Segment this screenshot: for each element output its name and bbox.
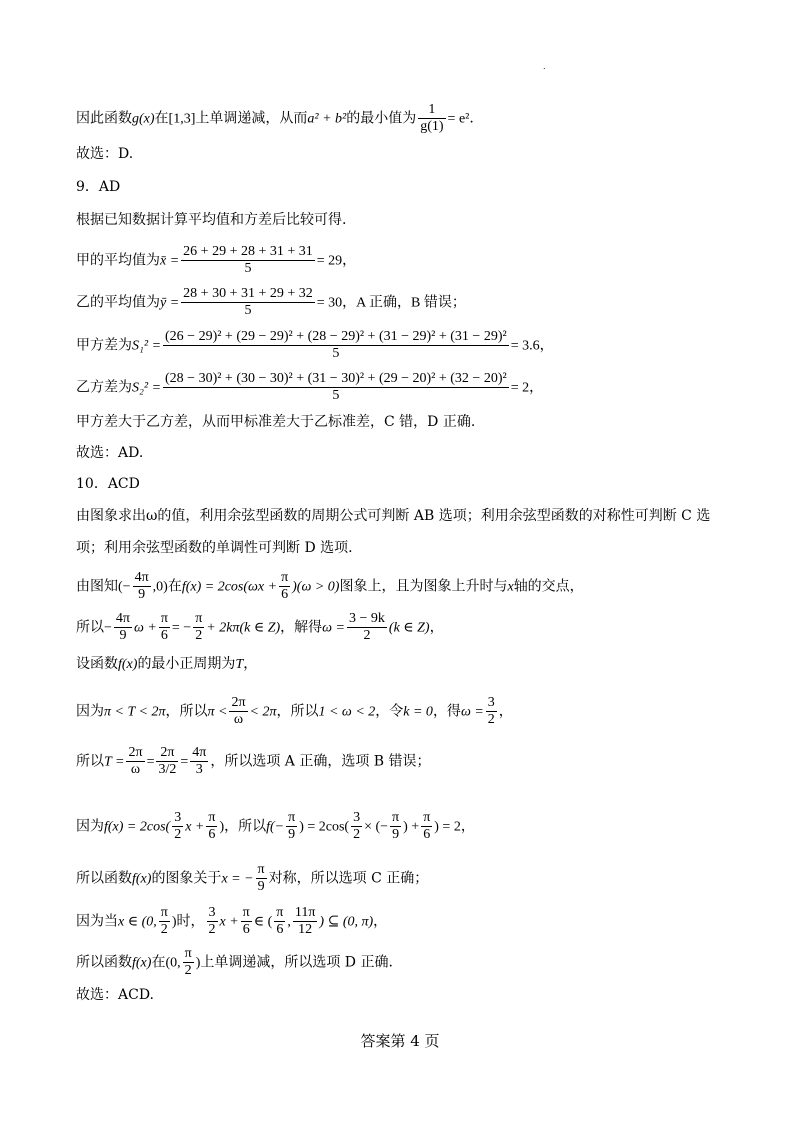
fraction: $\frac{11\pi}{12}$ (294, 905, 316, 937)
fraction: $\frac{2\pi}{\omega}$ (231, 695, 246, 727)
fraction: $\frac{\pi}{6}$ (242, 905, 250, 937)
mean-yi-line: 乙的平均值为ȳ = $\frac{28 + 30 + 31 + 29 + 32}{5}$ = 30，A 正确，B 错误； (76, 286, 466, 318)
conclusion-line-g-decreasing: 因此函数g(x)在[1,3]上单调递减，从而a² + b²的最小值为 $\frac{1}{g(1)}$ = e². (76, 102, 474, 134)
fraction: $\frac{3}{2}$ (174, 810, 182, 842)
question-heading-10: 10．ACD (76, 476, 140, 492)
fraction: $\frac{26 + 29 + 28 + 31 + 31}{5}$ (183, 244, 313, 276)
solution-intro-10: 由图象求出ω的值，利用余弦型函数的周期公式可判断 AB 选项；利用余弦型函数的对称性可判断 C 选 (76, 508, 711, 524)
graph-point-line: 由图知(− $\frac{4\pi}{9}$ ,0)在f(x) = 2cos(ωx + $\frac{\pi}{6}$ )(ω > 0)图象上，且为图象上升时与x轴的交点， (76, 570, 584, 602)
fraction: (28 − 30)² + (30 − 30)² + (31 − 30)² + (29 − 20)² + (32 − 20)² 5 (165, 371, 507, 403)
period-def-line: 设函数f(x)的最小正周期为T， (76, 656, 258, 672)
fraction: $\frac{\pi}{6}$ (276, 905, 284, 937)
fraction: $\frac{3}{2}$ (353, 810, 361, 842)
monotonic-line: 所以函数f(x)在(0, $\frac{\pi}{2}$ )上单调递减，所以选项 D 正确. (76, 946, 393, 978)
mean-jia-line: 甲的平均值为x̄ = $\frac{26 + 29 + 28 + 31 + 31}{5}$ = 29， (76, 244, 357, 276)
period-value-line: 所以T = $\frac{2\pi}{\omega}$ = $\frac{2\pi}{3/2}$ = $\frac{4\pi}{3}$ ，所以选项 A 正确，选项 B 错误； (76, 745, 431, 777)
page-mark: . (543, 62, 546, 71)
page-footer: 答案第 4 页 (360, 1032, 440, 1050)
symmetry-conclusion-line: 所以函数f(x)的图象关于x = − $\frac{\pi}{9}$ 对称，所以选项 C 正确； (76, 862, 429, 894)
fraction: $\frac{\pi}{9}$ (257, 862, 265, 894)
fraction: (26 − 29)² + (29 − 29)² + (28 − 29)² + (31 − 29)² + (31 − 29)² 5 (165, 329, 507, 361)
fraction: $\frac{\pi}{6}$ (160, 611, 168, 643)
solution-intro-10-cont: 项；利用余弦型函数的单调性可判断 D 选项. (76, 540, 353, 556)
answer-line-10: 故选：ACD. (76, 987, 154, 1003)
fraction: $\frac{\pi}{9}$ (392, 810, 400, 842)
question-heading-9: 9．AD (76, 179, 121, 195)
solution-intro-9: 根据已知数据计算平均值和方差后比较可得. (76, 212, 347, 228)
variance-jia-line: 甲方差为S₁² = (26 − 29)² + (29 − 29)² + (28 − 29)² + (31 − 29)² + (31 − 29)² 5 = 3.6， (76, 329, 554, 361)
fraction: $\frac{1}{g(1)}$ (420, 102, 444, 134)
fraction: $\frac{\pi}{6}$ (423, 810, 431, 842)
fraction: $\frac{2\pi}{3/2}$ (158, 745, 177, 777)
fraction: $\frac{3}{2}$ (487, 695, 495, 727)
variance-yi-line: 乙方差为S₂² = (28 − 30)² + (30 − 30)² + (31 − 30)² + (29 − 20)² + (32 − 20)² 5 = 2， (76, 371, 544, 403)
fraction: $\frac{4\pi}{9}$ (134, 570, 149, 602)
answer-line-8: 故选：D. (76, 146, 134, 162)
fraction: $\frac{\pi}{2}$ (160, 905, 168, 937)
variance-compare-line: 甲方差大于乙方差，从而甲标准差大于乙标准差，C 错，D 正确. (76, 414, 476, 430)
fraction: $\frac{2\pi}{\omega}$ (128, 745, 143, 777)
symmetry-calc-line: 因为f(x) = 2cos( $\frac{3}{2}$ x + $\frac{\pi}{6}$ )，所以f(− $\frac{\pi}{9}$ ) = 2cos( $\frac{3}{2}$ × (− $\frac{\pi}{9}$ ) + $\frac{\pi}{6}$ ) = 2， (76, 810, 475, 842)
fraction: $\frac{4\pi}{3}$ (192, 745, 207, 777)
fraction: $\frac{3 - 9k}{2}$ (349, 611, 385, 643)
fraction: $\frac{\pi}{9}$ (288, 810, 296, 842)
omega-equation-line: 所以− $\frac{4\pi}{9}$ ω + $\frac{\pi}{6}$ = − $\frac{\pi}{2}$ + 2kπ(k ∈ Z)，解得ω = $\frac{3 - 9k}{2}$ (k ∈ Z)， (76, 611, 444, 643)
fraction: $\frac{\pi}{6}$ (281, 570, 289, 602)
fraction: $\frac{\pi}{2}$ (184, 946, 192, 978)
fraction: $\frac{28 + 30 + 31 + 29 + 32}{5}$ (183, 286, 313, 318)
answer-line-9: 故选：AD. (76, 445, 144, 461)
fraction: $\frac{4\pi}{9}$ (115, 611, 130, 643)
fraction: $\frac{\pi}{6}$ (208, 810, 216, 842)
interval-line: 因为当x ∈ (0, $\frac{\pi}{2}$ )时， $\frac{3}{2}$ x + $\frac{\pi}{6}$ ∈ ( $\frac{\pi}{6}$ , $\frac{11\pi}{12}$ ) ⊆ (0, π)， (76, 905, 388, 937)
period-range-line: 因为π < T < 2π，所以π < $\frac{2\pi}{\omega}$ < 2π，所以1 < ω < 2，令k = 0，得ω = $\frac{3}{2}$ ， (76, 695, 513, 727)
fraction: $\frac{\pi}{2}$ (195, 611, 203, 643)
fraction: $\frac{3}{2}$ (208, 905, 216, 937)
